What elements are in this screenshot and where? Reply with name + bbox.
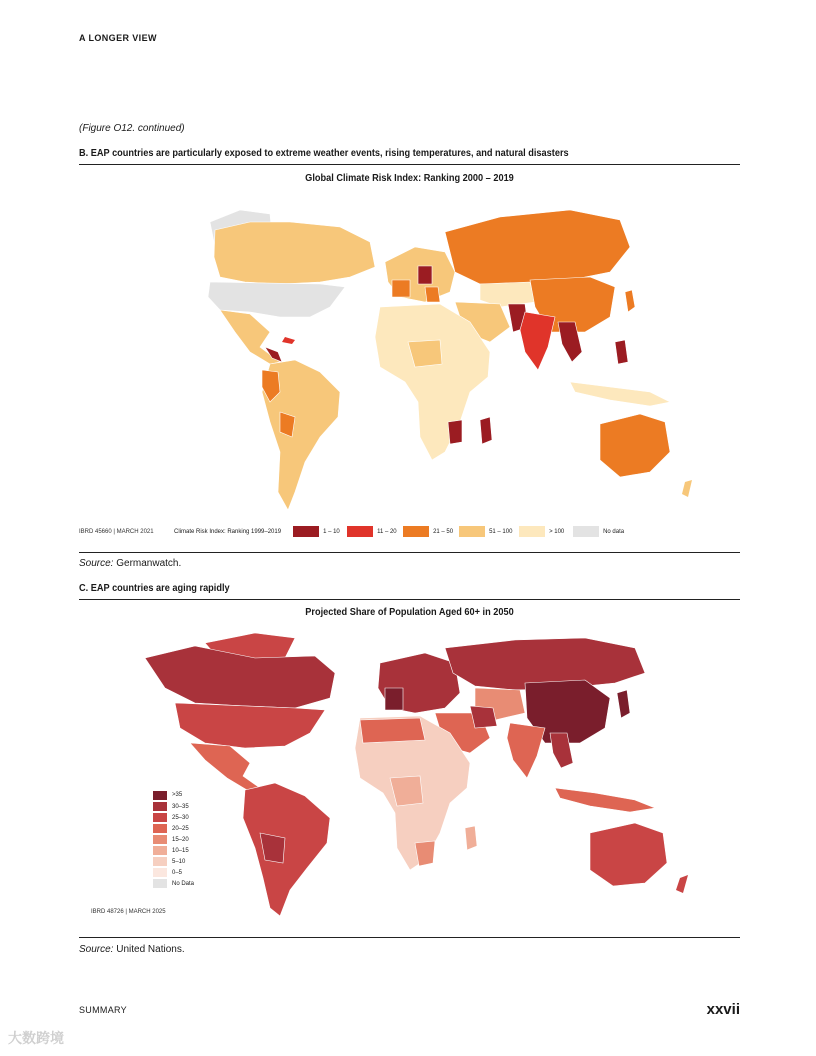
legend-c-row-3 [153, 812, 194, 823]
population-aging-world-map [135, 628, 745, 923]
legend-c-row-1 [153, 789, 194, 801]
legend-c-label-3: 25–30 [172, 814, 189, 821]
panel-c-source-prefix: Source: [79, 944, 114, 955]
panel-b-ibrd-label: IBRD 45660 | MARCH 2021 [79, 529, 154, 535]
panel-c-source-text: United Nations. [116, 944, 185, 955]
legend-c-row-8 [153, 867, 194, 878]
legend-c-label-9: No Data [172, 880, 195, 887]
panel-b-source-prefix: Source: [79, 558, 114, 569]
legend-c-label-5: 15–20 [172, 836, 189, 843]
legend-c-swatch-5 [153, 835, 167, 844]
panel-b-map-title: Global Climate Risk Index: Ranking 2000 – 2019 [305, 173, 514, 184]
legend-c-swatch-8 [153, 868, 167, 877]
legend-c-row-5 [153, 834, 194, 845]
legend-b-swatch-2 [347, 526, 373, 537]
legend-c-label-4: 20–25 [172, 825, 189, 832]
legend-b-label-6: No data [603, 528, 625, 535]
legend-b-swatch-6 [573, 526, 599, 537]
legend-c-row-4 [153, 823, 194, 834]
panel-b-bottom-rule [79, 552, 740, 553]
legend-b-label-1: 1 – 10 [323, 528, 340, 535]
legend-b-swatch-5 [519, 526, 545, 537]
panel-c-ibrd-label: IBRD 48726 | MARCH 2025 [91, 909, 166, 915]
panel-c-top-rule [79, 599, 740, 600]
legend-b-label-3: 21 – 50 [433, 528, 454, 535]
legend-c-swatch-2 [153, 802, 167, 811]
legend-b-label-4: 51 – 100 [489, 528, 513, 535]
legend-c-swatch-6 [153, 846, 167, 855]
legend-b-label-2: 11 – 20 [377, 528, 397, 535]
legend-b-label-5: > 100 [549, 528, 565, 535]
climate-risk-world-map [170, 192, 740, 514]
legend-b-swatch-1 [293, 526, 319, 537]
panel-c-source [79, 944, 185, 955]
panel-b-source-text: Germanwatch. [116, 558, 182, 569]
panel-b-legend [174, 526, 624, 537]
running-head: A LONGER VIEW [79, 33, 157, 43]
legend-c-swatch-1 [153, 791, 167, 800]
panel-c-title: C. EAP countries are aging rapidly [79, 583, 230, 594]
legend-c-label-2: 30–35 [172, 803, 189, 810]
panel-b-source [79, 558, 181, 569]
figure-continued-label: (Figure O12. continued) [79, 123, 185, 134]
legend-c-row-9 [153, 878, 194, 889]
page-number: xxvii [706, 1001, 740, 1018]
panel-c-legend [153, 789, 194, 889]
legend-b-swatch-4 [459, 526, 485, 537]
legend-b-swatch-3 [403, 526, 429, 537]
legend-c-label-6: 10–15 [172, 847, 189, 854]
legend-c-row-7 [153, 856, 194, 867]
legend-c-label-8: 0–5 [172, 869, 183, 876]
legend-c-swatch-4 [153, 824, 167, 833]
legend-c-row-2 [153, 801, 194, 812]
panel-b-legend-title: Climate Risk Index: Ranking 1999–2019 [174, 528, 282, 535]
watermark-logo: 大数跨境 [8, 1030, 64, 1046]
legend-c-label-1: >35 [172, 792, 183, 798]
legend-c-swatch-9 [153, 879, 167, 888]
panel-c-bottom-rule [79, 937, 740, 938]
footer-section-label: SUMMARY [79, 1005, 127, 1015]
legend-c-swatch-7 [153, 857, 167, 866]
panel-c-map-title: Projected Share of Population Aged 60+ in 2050 [305, 607, 514, 618]
legend-c-row-6 [153, 845, 194, 856]
legend-c-label-7: 5–10 [172, 858, 186, 865]
panel-b-top-rule [79, 164, 740, 165]
panel-b-title: B. EAP countries are particularly exposed to extreme weather events, rising temperatures, and natural disasters [79, 148, 569, 159]
legend-c-swatch-3 [153, 813, 167, 822]
